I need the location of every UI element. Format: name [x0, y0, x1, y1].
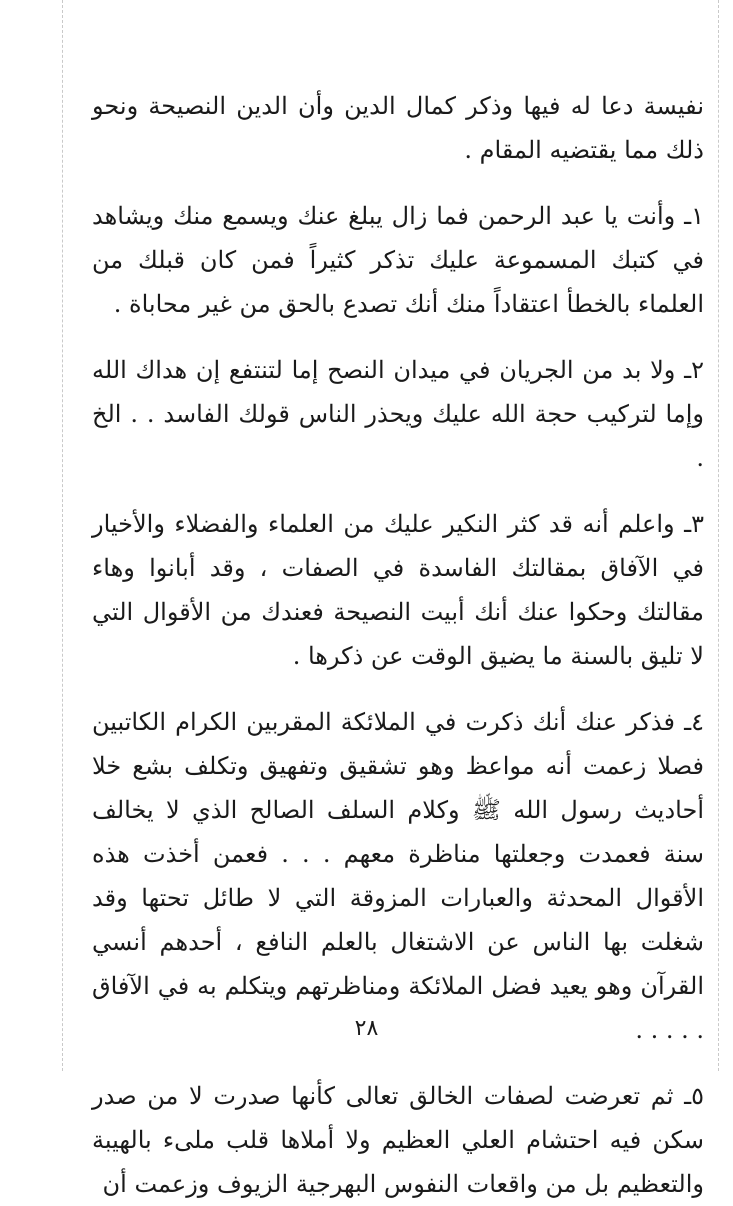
paragraph-3: ٣ـ واعلم أنه قد كثر النكير عليك من العلماء والفضلاء والأخيار في الآفاق بمقالتك الفاسدة في الصفات ، وقد أبانوا وهاء مقالتك وحكوا عنك أنك أبيت النصيحة فعندك من الأقوال التي لا تليق بالسنة ما يضيق الوقت عن ذكرها .	[92, 510, 704, 670]
paragraph-continuation: نفيسة دعا له فيها وذكر كمال الدين وأن الدين النصيحة ونحو ذلك مما يقتضيه المقام .	[92, 92, 704, 164]
paragraph-4: ٤ـ فذكر عنك أنك ذكرت في الملائكة المقربين الكرام الكاتبين فصلا زعمت أنه مواعظ وهو تشقيق وتفهيق وتكلف بشع خلا أحاديث رسول الله ﷺ وكلام السلف الصالح الذي لا يخالف سنة فعمدت وجعلتها مناظرة معهم . . . فعمن أخذت هذه الأقوال المحدثة والعبارات المزوقة التي لا طائل تحتها وقد شغلت بها الناس عن الاشتغال بالعلم النافع ، أحدهم أنسي القرآن وهو يعيد فضل الملائكة ومناظرتهم ويتكلم به في الآفاق . . . . .	[92, 708, 704, 1044]
page-number: ٢٨	[354, 1016, 379, 1041]
paragraph-1: ١ـ وأنت يا عبد الرحمن فما زال يبلغ عنك ويسمع منك ويشاهد في كتبك المسموعة عليك تذكر كثيراً فمن كان قبلك من العلماء بالخطأ اعتقاداً منك أنك تصدع بالحق من غير محاباة .	[92, 202, 704, 318]
paragraph-2: ٢ـ ولا بد من الجريان في ميدان النصح إما لتنتفع إن هداك الله وإما لتركيب حجة الله عليك ويحذر الناس قولك الفاسد . . الخ .	[92, 356, 704, 472]
left-margin-guide	[62, 0, 63, 1071]
paragraph-5: ٥ـ ثم تعرضت لصفات الخالق تعالى كأنها صدرت لا من صدر سكن فيه احتشام العلي العظيم ولا أملاها قلب ملىء بالهيبة والتعظيم بل من واقعات النفوس البهرجية الزيوف وزعمت أن	[92, 1082, 704, 1198]
right-margin-guide	[718, 0, 719, 1071]
